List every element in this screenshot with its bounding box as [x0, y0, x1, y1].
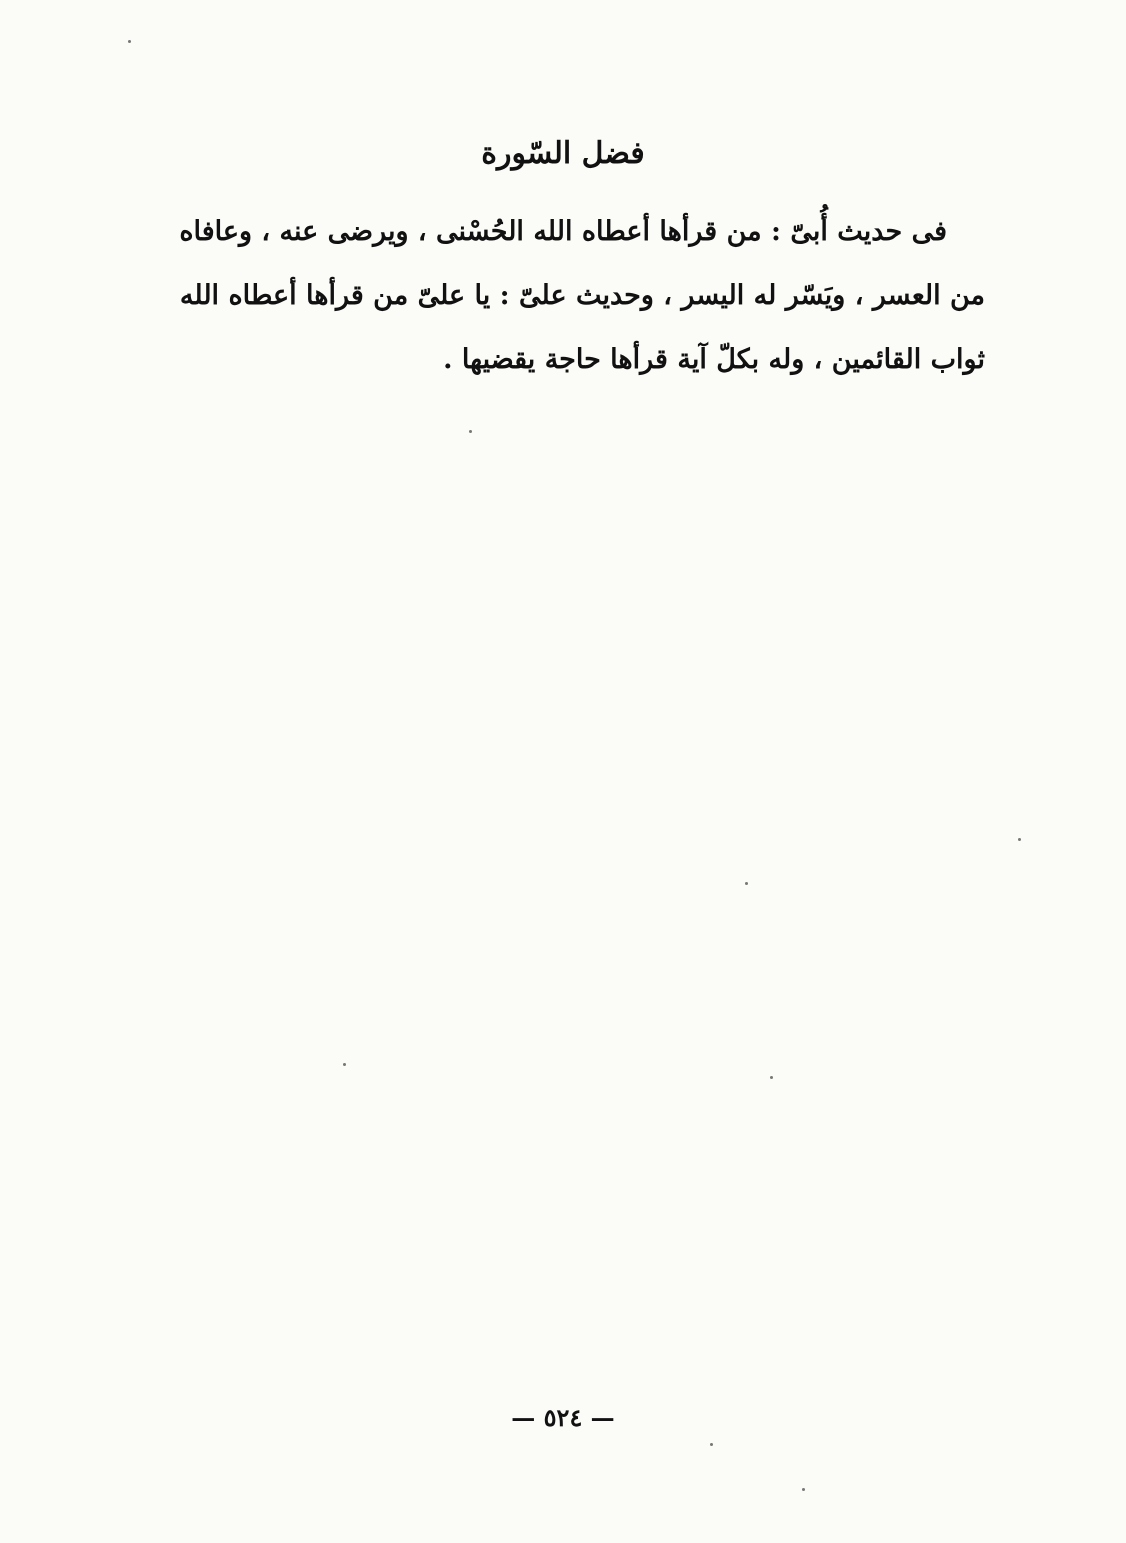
- scan-speck: [745, 882, 748, 885]
- body-paragraph: [115, 200, 985, 392]
- scan-speck: [802, 1488, 805, 1491]
- scan-speck: [469, 430, 472, 433]
- scan-speck: [1018, 838, 1021, 841]
- paragraph-line: فى حديث أُبىّ : من قرأها أعطاه الله الحُسْنى ، ويرضى عنه ، وعافاه: [179, 216, 947, 247]
- section-heading: فضل السّورة: [481, 136, 645, 171]
- scan-speck: [710, 1443, 713, 1446]
- paragraph-line: ثواب القائمين ، وله بكلّ آية قرأها حاجة يقضيها .: [443, 344, 985, 375]
- page-number: — ٥٢٤ —: [511, 1403, 615, 1432]
- paragraph-line: من العسر ، ويَسّر له اليسر ، وحديث علىّ : يا علىّ من قرأها أعطاه الله: [179, 280, 985, 311]
- scan-speck: [770, 1076, 773, 1079]
- scan-speck: [128, 40, 131, 43]
- scan-speck: [343, 1063, 346, 1066]
